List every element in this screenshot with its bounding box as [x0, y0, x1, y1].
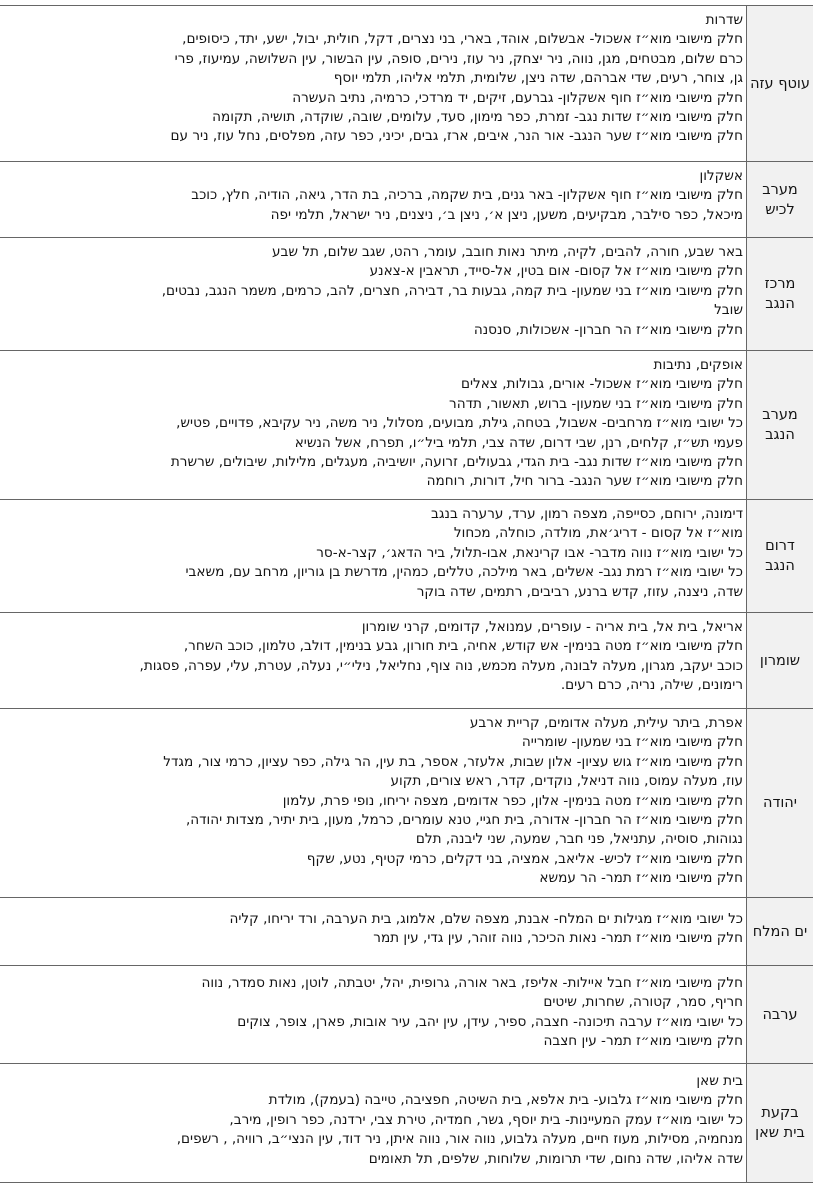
settlement-line: כל ישובי מוא״ז עמק המעיינות- בית יוסף, גשר, חמדיה, טירת צבי, ירדנה, כפר רופין, מירב, [229, 1111, 743, 1128]
settlement-line: חלק מישובי מוא״ז בני שמעון- בית קמה, גבעות בר, דבירה, חצרים, להב, כרמים, משמר הנגב, נבטים, [161, 282, 743, 299]
settlements-cell [4, 238, 743, 350]
settlements-cell [4, 1064, 743, 1182]
settlement-line: חלק מישובי מוא״ז הר חברון- אדורה, בית חגיי, טנא עומרים, כרמל, מעון, בית יתיר, מצדות יהודה, [185, 812, 743, 829]
region-name: מרכז הנגב [746, 238, 813, 350]
region-name: מערב לכיש [746, 162, 813, 237]
settlement-line: חלק מישובי מוא״ז מטה בנימין- אש קודש, אחיה, בית חורון, גבע בנימין, דולב, טלמון, כוכב השחר, [183, 638, 743, 655]
region-name: מערב הנגב [746, 351, 813, 499]
settlement-line: גן, צוחר, רעים, שדי אברהם, שדה ניצן, שלומית, תלמי אליהו, תלמי יוסף [333, 70, 743, 87]
settlement-line: חלק מישובי מוא״ז שער הנגב- ברור חיל, דורות, רוחמה [426, 473, 743, 490]
table-row-arava [0, 965, 813, 1063]
settlements-cell [4, 351, 743, 499]
settlement-line: אופקים, נתיבות [653, 357, 743, 373]
table-row-merkaz-hanegev [0, 237, 813, 350]
table-row-darom-hanegev [0, 499, 813, 612]
settlement-line: בית שאן [696, 1073, 743, 1089]
region-name: יהודה [746, 709, 813, 897]
settlement-line: חלק מישובי מוא״ז מטה בנימין- אלון, כפר אדומים, מצפה יריחו, נופי פרת, עלמון [282, 792, 743, 809]
settlement-line: מוא״ז אל קסום - דריג׳את, מולדה, כוחלה, מכחול [453, 525, 743, 542]
settlement-line: אפרת, ביתר עילית, מעלה אדומים, קריית ארבע [469, 715, 743, 731]
settlement-line: חלק מישובי מוא״ז אשכול- אבשלום, אוהד, בארי, בני נצרים, דקל, חולית, יבול, ישע, יתד, כיסופים, [182, 31, 743, 48]
settlement-line: חלק מישובי מוא״ז אשכול- אורים, גבולות, צאלים [460, 376, 743, 393]
settlement-line: כוכב יעקב, מגרון, מעלה לבונה, מעלה מכמש, נוה צוף, נחליאל, נילי״י, נעלה, עטרת, עלי, עפרה, פסגות, [139, 657, 743, 674]
settlement-line: חלק מישובי מוא״ז גוש עציון- אלון שבות, אלעזר, אספר, בת עין, הר גילה, כפר עציון, כרמי צור, מגדל [163, 753, 743, 770]
settlement-line: חלק מישובי מוא״ז שדות נגב- בית הגדי, גבעולים, זרועה, יושיביה, מעגלים, מלילות, שיבולים, שרשרת [170, 454, 743, 471]
settlement-line: חלק מישובי מוא״ז שדות נגב- זמרת, כפר מימון, סעד, עלומים, שובה, שוקדה, תושיה, תקומה [212, 109, 743, 126]
settlements-cell [4, 966, 743, 1063]
table-row-bikat-beit-shean [0, 1063, 813, 1183]
table-row-otef-aza [0, 5, 813, 161]
region-name: עוטף עזה [746, 6, 813, 161]
settlement-line: כל ישובי מוא״ז נווה מדבר- אבו קרינאת, אבו-תלול, ביר הדאג׳, קצר-א-סר [316, 544, 743, 561]
settlement-line: שדה, ניצנה, עזוז, קדש ברנע, רביבים, רתמים, שדה בוקר [416, 583, 743, 600]
settlement-line: דימונה, ירוחם, כסייפה, מצפה רמון, ערד, ערערה בנגב [431, 506, 743, 522]
settlement-line: חלק מישובי מוא״ז הר חברון- אשכולות, סנסנה [473, 321, 743, 338]
settlement-line: רימונים, שילה, נריה, כרם רעים. [560, 677, 743, 694]
table-row-shomron [0, 612, 813, 708]
settlements-cell [4, 500, 743, 612]
settlement-line: חלק מישובי מוא״ז חוף אשקלון- גברעם, זיקים, יד מרדכי, כרמיה, נתיב העשרה [292, 89, 743, 106]
settlement-line: חלק מישובי מוא״ז אל קסום- אום בטין, אל-סייד, תראבין א-צאנע [369, 263, 743, 280]
table-row-yam-hamelach [0, 897, 813, 965]
settlement-line: אריאל, בית אל, בית אריה - עופרים, עמנואל, קדומים, קרני שומרון [361, 619, 743, 635]
settlement-line: מיכאל, כפר סילבר, מבקיעים, משען, ניצן א׳, ניצן ב׳, ניצנים, ניר ישראל, תלמי יפה [270, 206, 743, 223]
table-row-maarav-lachish [0, 161, 813, 237]
settlement-line: כל ישובי מוא״ז מגילות ים המלח- אבנת, מצפה שלם, אלמוג, בית הערבה, ורד יריחו, קליה [229, 911, 743, 927]
region-name: ערבה [746, 966, 813, 1063]
settlement-line: חלק מישובי מוא״ז בני שמעון- שומרייה [521, 734, 743, 751]
settlements-cell [4, 6, 743, 161]
settlement-line: חלק מישובי מוא״ז גלבוע- בית אלפא, בית השיטה, חפציבה, טייבה (בעמק), מולדת [268, 1092, 743, 1109]
settlement-line: חלק מישובי מוא״ז שער הנגב- אור הנר, איבים, ארז, גבים, יכיני, כפר עזה, מפלסים, נחל עוז, ניר עם [170, 128, 743, 145]
region-name: ים המלח [746, 898, 813, 965]
settlement-line: שדרות [705, 12, 743, 28]
settlement-line: כל ישובי מוא״ז ערבה תיכונה- חצבה, ספיר, עידן, עין יהב, עיר אובות, פארן, צופר, צוקים [237, 1013, 743, 1030]
settlement-line: מנחמיה, מסילות, מעוז חיים, מעלה גלבוע, נווה אור, נווה איתן, ניר דוד, עין הנצי״ב, רוויה, , רשפים, [176, 1131, 743, 1148]
settlements-cell [4, 898, 743, 965]
settlement-line: חלק מישובי מוא״ז חוף אשקלון- באר גנים, בית שקמה, ברכיה, בת הדר, גיאה, הודיה, חלץ, כוכב [191, 187, 743, 204]
region-name: בקעת בית שאן [746, 1064, 813, 1182]
settlement-line: כרם שלום, מבטחים, מגן, נווה, ניר יצחק, ניר עוז, נירים, סופה, עין הבשור, עין השלושה, עמיעוז, פרי [174, 50, 743, 67]
settlement-line: כל ישובי מוא״ז מרחבים- אשבול, בטחה, גילת, מבועים, מסלול, ניר משה, ניר עקיבא, פדויים, פטיש, [176, 415, 743, 432]
settlement-line: אשקלון [699, 168, 743, 184]
settlement-line: חלק מישובי מוא״ז תמר- הר עמשא [539, 870, 743, 887]
settlement-line: שדה אליהו, שדה נחום, שדי תרומות, שלוחות, שלפים, תל תאומים [368, 1150, 743, 1167]
settlement-line: נגוהות, סוסיה, עתניאל, פני חבר, שמעה, שני ליבנה, תלם [415, 831, 743, 848]
settlement-line: חלק מישובי מוא״ז בני שמעון- ברוש, תאשור, תדהר [449, 395, 743, 412]
settlements-cell [4, 162, 743, 237]
settlements-cell [4, 709, 743, 897]
table-row-maarav-hanegev [0, 350, 813, 499]
settlement-line: באר שבע, חורה, להבים, לקיה, מיתר נאות חובב, עומר, רהט, שגב שלום, תל שבע [272, 244, 743, 260]
settlement-line: שובל [714, 302, 743, 319]
settlement-line: כל ישובי מוא״ז רמת נגב- אשלים, באר מילכה, טללים, כמהין, מדרשת בן גוריון, מרחב עם, משאבי [185, 564, 743, 581]
table-row-yehuda [0, 708, 813, 897]
region-name: שומרון [746, 613, 813, 708]
settlement-line: חלק מישובי מוא״ז חבל איילות- אליפז, באר אורה, גרופית, יהל, יטבתה, לוטן, נאות סמדר, נווה [201, 975, 743, 991]
settlement-line: פעמי תש״ז, קלחים, רנן, שבי דרום, שדה צבי, תלמי ביל״ו, תפרח, אשל הנשיא [294, 434, 743, 451]
settlement-line: עוז, מעלה עמוס, נווה דניאל, נוקדים, קדר, ראש צורים, תקוע [390, 773, 743, 790]
settlement-line: חלק מישובי מוא״ז לכיש- אליאב, אמציה, בני דקלים, כרמי קטיף, נטע, שקף [306, 850, 743, 867]
settlement-line: חלק מישובי מוא״ז תמר- עין חצבה [543, 1033, 743, 1050]
settlements-cell [4, 613, 743, 708]
region-name: דרום הנגב [746, 500, 813, 612]
settlement-line: חלק מישובי מוא״ז תמר- נאות הכיכר, נווה זוהר, עין גדי, עין תמר [373, 930, 743, 947]
settlement-line: חריף, סמר, קטורה, שחרות, שיטים [543, 994, 743, 1011]
